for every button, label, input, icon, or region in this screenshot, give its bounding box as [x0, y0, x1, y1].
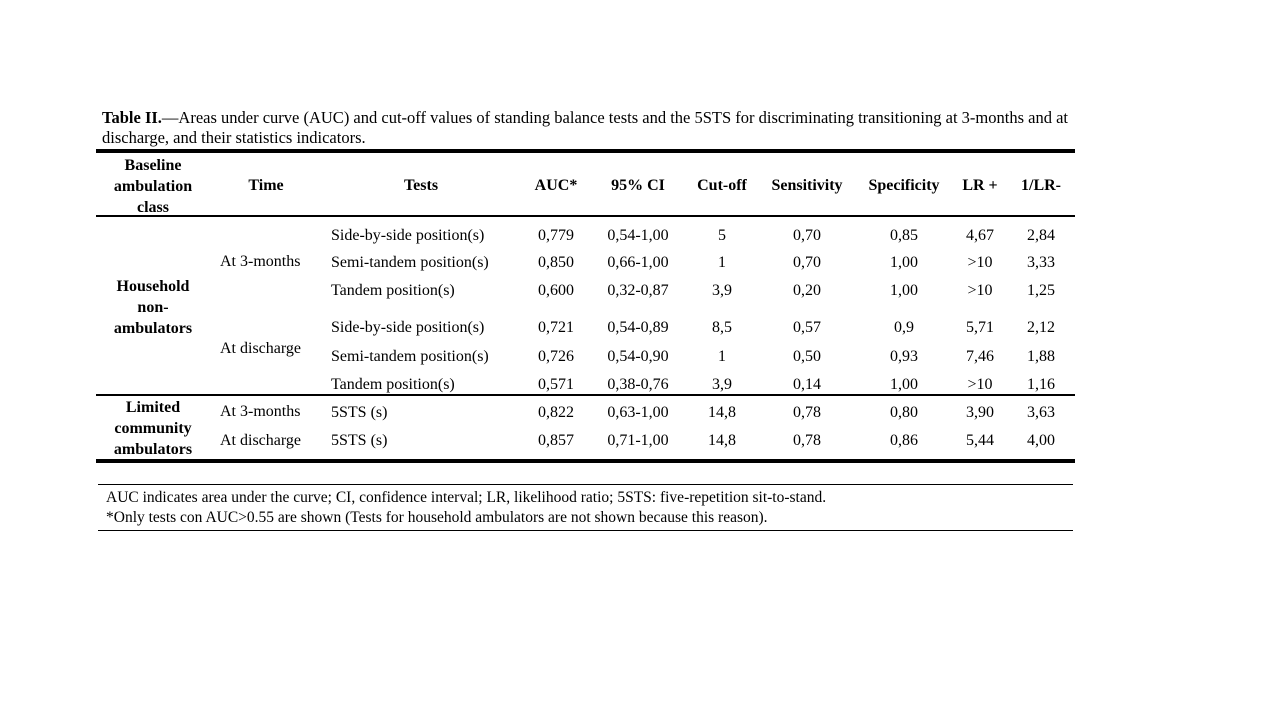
- cell-auc: 0,726: [538, 348, 574, 365]
- cell-ci: 0,66-1,00: [607, 254, 669, 271]
- table-bottom-rule: [96, 459, 1075, 463]
- cell-sensitivity: 0,50: [793, 348, 821, 365]
- cell-test: Side-by-side position(s): [331, 227, 485, 244]
- time-limited-discharge: At discharge: [220, 432, 302, 449]
- cell-lr-plus: 5,71: [966, 319, 994, 336]
- cell-sensitivity: 0,78: [793, 432, 821, 449]
- cell-lr-plus: 7,46: [966, 348, 994, 365]
- cell-test: Semi-tandem position(s): [331, 254, 489, 271]
- cell-cutoff: 3,9: [712, 376, 732, 393]
- cell-auc: 0,857: [538, 432, 574, 449]
- cell-ci: 0,71-1,00: [607, 432, 669, 449]
- cell-specificity: 1,00: [890, 282, 918, 299]
- cell-lr-minus: 3,63: [1027, 404, 1055, 421]
- cell-sensitivity: 0,70: [793, 227, 821, 244]
- header-baseline-line2: ambulation: [113, 178, 193, 195]
- table-footnotes: [98, 484, 1073, 531]
- header-baseline-line3: class: [137, 199, 169, 216]
- cell-auc: 0,779: [538, 227, 574, 244]
- cell-test: 5STS (s): [331, 404, 388, 421]
- cell-sensitivity: 0,20: [793, 282, 821, 299]
- cell-cutoff: 1: [718, 348, 726, 365]
- time-household-discharge: At discharge: [220, 340, 302, 357]
- group-limited-line1: Limited: [125, 399, 181, 416]
- cell-lr-minus: 2,84: [1027, 227, 1055, 244]
- group-limited-line2: community: [114, 420, 192, 437]
- cell-auc: 0,822: [538, 404, 574, 421]
- header-lr-minus: 1/LR-: [1021, 177, 1061, 194]
- cell-ci: 0,54-0,89: [607, 319, 669, 336]
- cell-ci: 0,63-1,00: [607, 404, 669, 421]
- cell-specificity: 1,00: [890, 254, 918, 271]
- group-household-line3: ambulators: [113, 320, 193, 337]
- table-header-rule: [96, 215, 1075, 217]
- header-time: Time: [248, 177, 284, 194]
- cell-sensitivity: 0,14: [793, 376, 821, 393]
- cell-auc: 0,600: [538, 282, 574, 299]
- group-household-line1: Household: [116, 278, 190, 295]
- cell-auc: 0,571: [538, 376, 574, 393]
- cell-lr-minus: 4,00: [1027, 432, 1055, 449]
- cell-cutoff: 14,8: [708, 404, 736, 421]
- cell-lr-minus: 3,33: [1027, 254, 1055, 271]
- cell-specificity: 1,00: [890, 376, 918, 393]
- cell-test: Side-by-side position(s): [331, 319, 485, 336]
- group-limited-community-ambulators: [114, 397, 192, 460]
- cell-sensitivity: 0,70: [793, 254, 821, 271]
- cell-auc: 0,850: [538, 254, 574, 271]
- cell-lr-plus: 4,67: [966, 227, 994, 244]
- table-caption: [102, 108, 1077, 148]
- group-household-non-ambulators: [114, 276, 192, 339]
- cell-specificity: 0,86: [890, 432, 918, 449]
- cell-test: Tandem position(s): [331, 376, 455, 393]
- footnote-auc-threshold: *Only tests con AUC>0.55 are shown (Tests for household ambulators are not shown because this reason).: [106, 509, 768, 526]
- cell-ci: 0,54-0,90: [607, 348, 669, 365]
- cell-specificity: 0,93: [890, 348, 918, 365]
- table-group-rule: [96, 394, 1075, 396]
- table-top-rule: [96, 149, 1075, 153]
- cell-lr-minus: 1,16: [1027, 376, 1055, 393]
- header-ci: 95% CI: [611, 177, 665, 194]
- cell-cutoff: 14,8: [708, 432, 736, 449]
- footnote-abbreviations: AUC indicates area under the curve; CI, confidence interval; LR, likelihood ratio; 5STS: five-repetition sit-to-stand.: [106, 489, 827, 506]
- cell-lr-minus: 1,25: [1027, 282, 1055, 299]
- cell-lr-minus: 1,88: [1027, 348, 1055, 365]
- cell-test: Semi-tandem position(s): [331, 348, 489, 365]
- cell-cutoff: 8,5: [712, 319, 732, 336]
- cell-test: Tandem position(s): [331, 282, 455, 299]
- cell-ci: 0,32-0,87: [607, 282, 669, 299]
- cell-ci: 0,54-1,00: [607, 227, 669, 244]
- time-limited-3-months: At 3-months: [220, 403, 301, 420]
- cell-lr-plus: 5,44: [966, 432, 994, 449]
- cell-lr-plus: 3,90: [966, 404, 994, 421]
- header-specificity: Specificity: [868, 177, 940, 194]
- group-limited-line3: ambulators: [113, 441, 193, 458]
- header-baseline-class: [114, 155, 192, 218]
- cell-cutoff: 3,9: [712, 282, 732, 299]
- cell-test: 5STS (s): [331, 432, 388, 449]
- cell-lr-minus: 2,12: [1027, 319, 1055, 336]
- header-tests: Tests: [403, 177, 439, 194]
- cell-sensitivity: 0,78: [793, 404, 821, 421]
- header-sensitivity: Sensitivity: [771, 177, 843, 194]
- cell-lr-plus: >10: [967, 282, 993, 299]
- cell-cutoff: 5: [718, 227, 726, 244]
- header-baseline-line1: Baseline: [124, 157, 182, 174]
- time-household-3-months: At 3-months: [220, 253, 301, 270]
- cell-ci: 0,38-0,76: [607, 376, 669, 393]
- header-cutoff: Cut-off: [697, 177, 747, 194]
- cell-specificity: 0,80: [890, 404, 918, 421]
- group-household-line2: non-: [137, 299, 169, 316]
- cell-auc: 0,721: [538, 319, 574, 336]
- cell-lr-plus: >10: [967, 376, 993, 393]
- table-caption-text: —Areas under curve (AUC) and cut-off values of standing balance tests and the 5STS for discriminating transitioning at 3-months and at discharge, and their statistics indicators.: [102, 108, 1068, 147]
- table-caption-label: Table II.: [102, 108, 162, 127]
- cell-specificity: 0,9: [894, 319, 914, 336]
- header-lr-plus: LR +: [962, 177, 998, 194]
- cell-sensitivity: 0,57: [793, 319, 821, 336]
- cell-specificity: 0,85: [890, 227, 918, 244]
- cell-cutoff: 1: [718, 254, 726, 271]
- cell-lr-plus: >10: [967, 254, 993, 271]
- header-auc: AUC*: [534, 177, 578, 194]
